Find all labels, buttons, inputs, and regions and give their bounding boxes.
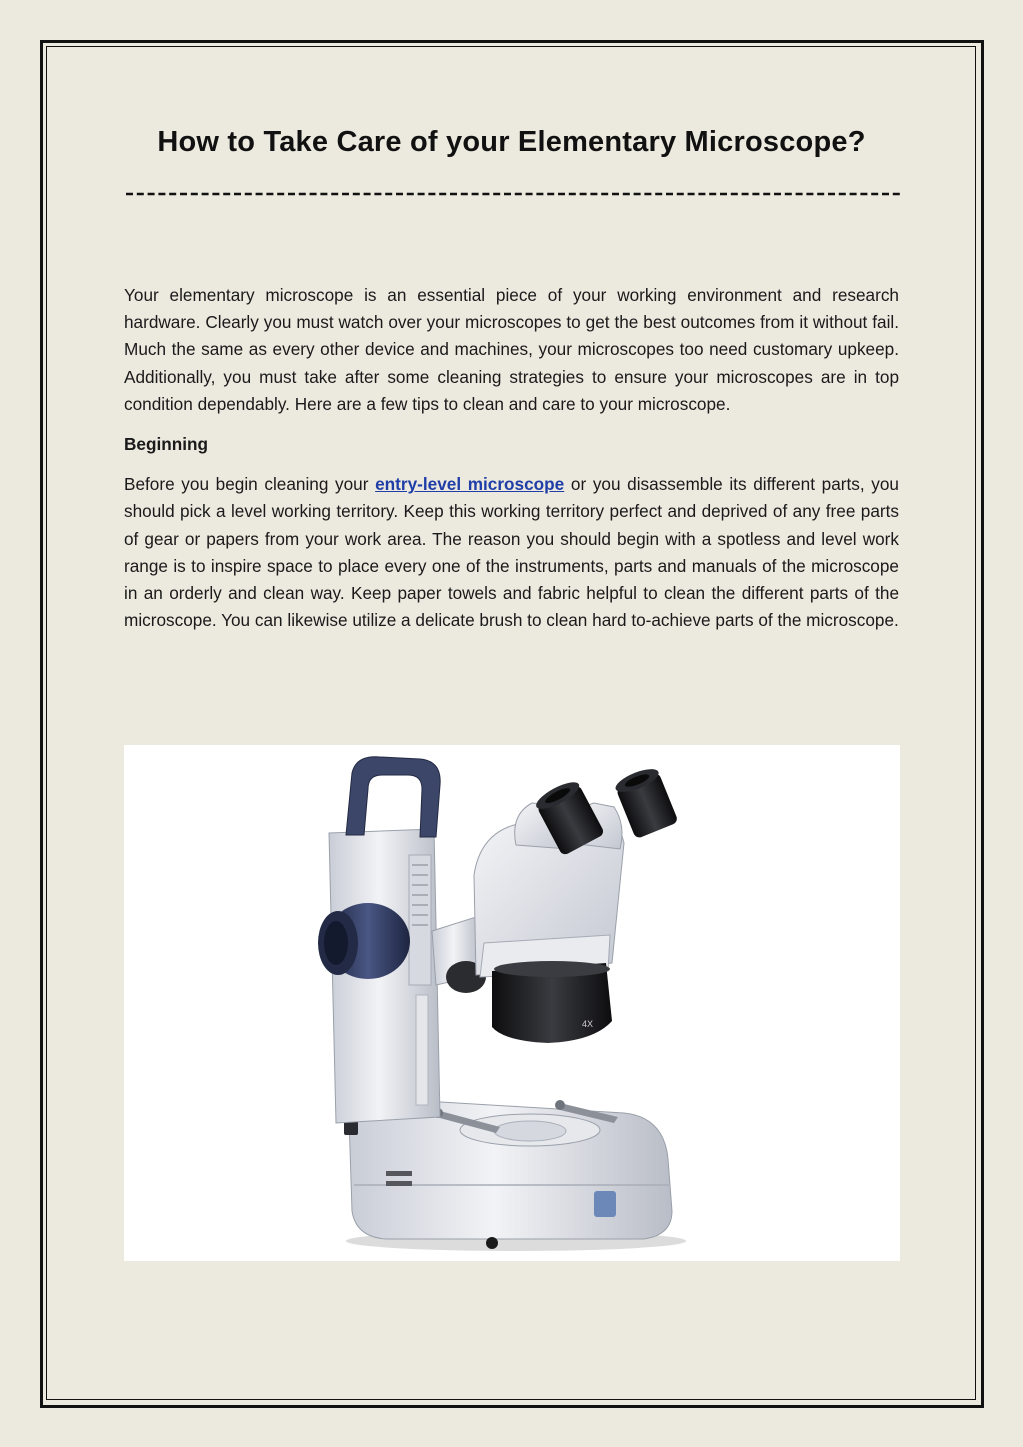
beginning-paragraph: [124, 471, 899, 634]
intro-paragraph: Your elementary microscope is an essential piece of your working environment and research hardware. Clearly you must watch over your microscopes to get the best outcomes from it without fail. Much the same as every other device and machines, your microscopes too need customary upkeep. Additionally, you must take after some cleaning strategies to ensure your microscopes are in top condition dependably. Here are a few tips to clean and care to your microscope.: [124, 285, 899, 414]
microscope-photo: [124, 745, 900, 1261]
document-body: [124, 282, 899, 634]
objective-label: 4X: [582, 1019, 594, 1029]
entry-level-microscope-link[interactable]: entry-level microscope: [375, 474, 565, 495]
paragraph-text-before-link: Before you begin cleaning your: [124, 474, 376, 495]
paragraph-text-after-link: or you disassemble its different parts, you should pick a level working territory. Keep this working territory perfect and deprived of any free parts of gear or papers from your work area. The reason you should begin with a spotless and level work range is to inspire space to place every one of the instruments, parts and manuals of the microscope in an orderly and clean way. Keep paper towels and fabric helpful to clean the different parts of the microscope. You can likewise utilize a delicate brush to clean hard to-achieve parts of the microscope.: [124, 474, 899, 631]
document-title: How to Take Care of your Elementary Microscope?: [157, 126, 866, 158]
title-dash-divider: [124, 190, 900, 198]
section-heading: Beginning: [124, 434, 209, 455]
